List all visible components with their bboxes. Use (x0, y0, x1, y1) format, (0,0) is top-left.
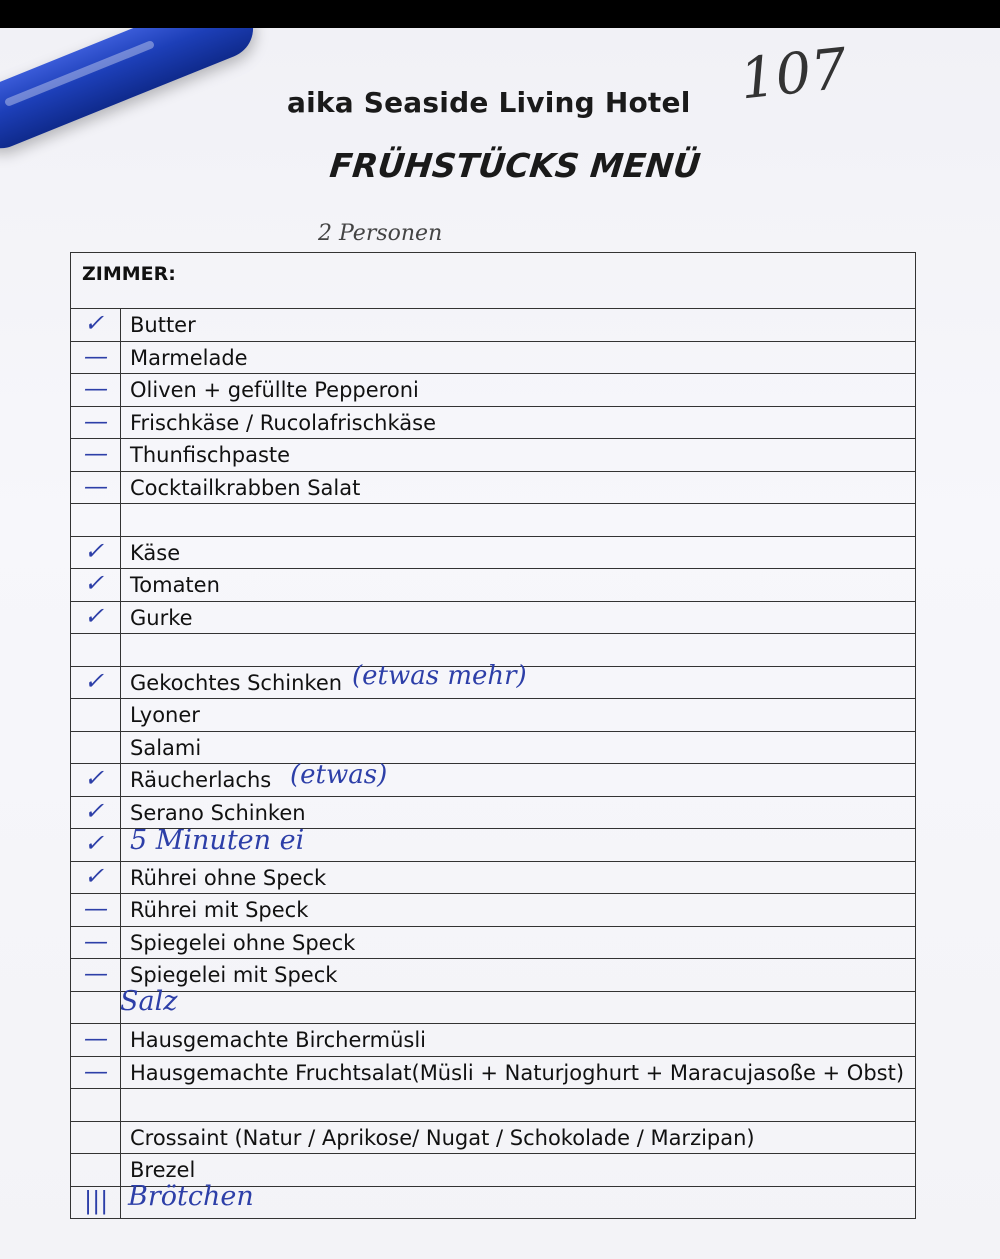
cell-separator (120, 894, 121, 926)
cell-separator (120, 764, 121, 796)
row-label: Lyoner (130, 703, 200, 727)
row-note-handwritten: 5 Minuten ei (130, 825, 305, 856)
table-row (70, 341, 916, 374)
row-mark: ✓ (84, 569, 105, 597)
row-label: Butter (130, 313, 196, 337)
row-mark: ✓ (84, 666, 105, 695)
row-label: Frischkäse / Rucolafrischkäse (130, 410, 436, 435)
table-row (70, 1121, 916, 1154)
cell-separator (120, 439, 121, 471)
row-note-handwritten: Salz (120, 985, 178, 1017)
table-row (70, 601, 916, 634)
cell-separator (120, 309, 121, 341)
persons-handwritten: 2 Personen (318, 221, 443, 246)
table-row (70, 825, 916, 861)
table-row (70, 893, 916, 926)
breakfast-form (70, 252, 916, 1219)
row-label: Räucherlachs (130, 768, 272, 792)
row-mark: — (84, 406, 108, 435)
cell-separator (120, 667, 121, 699)
room-number-handwritten: 107 (736, 36, 850, 113)
table-row (70, 1088, 916, 1121)
table-row (70, 536, 916, 569)
row-label: Crossaint (Natur / Aprikose/ Nugat / Schokolade / Marzipan) (130, 1125, 755, 1150)
table-row (70, 373, 916, 406)
table-row (70, 731, 916, 764)
table-row (70, 1180, 916, 1219)
row-label: Brezel (130, 1158, 196, 1182)
cell-separator (120, 1024, 121, 1056)
cell-separator (120, 407, 121, 439)
row-label: Marmelade (130, 345, 248, 370)
row-label: Hausgemachte Birchermüsli (130, 1028, 426, 1052)
table-row (70, 796, 916, 829)
table-row (70, 926, 916, 959)
table-row (70, 698, 916, 731)
row-label: Thunfischpaste (130, 443, 291, 467)
row-label: Gurke (130, 605, 193, 630)
row-mark: — (84, 439, 108, 467)
row-mark: ✓ (84, 764, 105, 792)
row-mark: — (84, 926, 108, 955)
cell-separator (120, 1154, 121, 1186)
hotel-name: aika Seaside Living Hotel (287, 86, 691, 119)
cell-separator (120, 829, 121, 861)
table-row (70, 1023, 916, 1056)
row-mark: ✓ (84, 861, 105, 890)
cell-separator (120, 1057, 121, 1089)
row-label: Salami (130, 735, 202, 760)
row-note-handwritten: Brötchen (128, 1180, 254, 1212)
menu-paper (0, 28, 1000, 1259)
cell-separator (120, 732, 121, 764)
row-mark: — (84, 894, 108, 922)
row-label: Spiegelei ohne Speck (130, 930, 356, 955)
cell-separator (120, 699, 121, 731)
table-row (70, 1056, 916, 1089)
table-row (70, 958, 916, 991)
table-row (70, 568, 916, 601)
row-label: Cocktailkrabben Salat (130, 475, 361, 500)
table-row (70, 985, 916, 1024)
table-row (70, 503, 916, 536)
cell-separator (120, 862, 121, 894)
row-mark: ✓ (84, 601, 105, 630)
row-mark: — (84, 1056, 108, 1085)
form-bottom-line (70, 1218, 916, 1219)
cell-separator (120, 1187, 121, 1219)
row-mark: — (84, 341, 108, 370)
table-row (70, 406, 916, 439)
cell-separator (120, 1122, 121, 1154)
menu-title: FRÜHSTÜCKS MENÜ (327, 146, 703, 185)
row-label: Rührei mit Speck (130, 898, 309, 922)
row-mark: ✓ (84, 829, 105, 857)
row-mark: ✓ (84, 796, 105, 825)
row-mark: — (84, 374, 108, 402)
table-row (70, 660, 916, 699)
cell-separator (120, 504, 121, 536)
cell-separator (120, 634, 121, 666)
row-label: Hausgemachte Fruchtsalat(Müsli + Naturjoghurt + Maracujasoße + Obst) (130, 1060, 905, 1085)
row-label: Oliven + gefüllte Pepperoni (130, 378, 419, 402)
row-mark: ||| (84, 1186, 109, 1215)
cell-separator (120, 602, 121, 634)
cell-separator (120, 342, 121, 374)
room-row (70, 252, 916, 308)
cell-separator (120, 537, 121, 569)
row-label: Spiegelei mit Speck (130, 963, 338, 987)
cell-separator (120, 797, 121, 829)
row-label: Rührei ohne Speck (130, 865, 327, 890)
cell-separator (120, 927, 121, 959)
row-mark: ✓ (84, 309, 105, 337)
table-row (70, 438, 916, 471)
row-note-handwritten: (etwas mehr) (352, 660, 527, 691)
table-row (70, 471, 916, 504)
table-row (70, 861, 916, 894)
row-mark: — (84, 1024, 108, 1052)
table-row (70, 308, 916, 341)
row-mark: — (84, 959, 108, 987)
row-label: Serano Schinken (130, 800, 306, 825)
row-mark: — (84, 471, 108, 500)
row-mark: ✓ (84, 536, 105, 565)
table-row (70, 760, 916, 796)
row-note-handwritten: (etwas) (290, 760, 388, 790)
room-label: ZIMMER: (82, 263, 176, 285)
cell-separator (120, 1089, 121, 1121)
row-label: Tomaten (130, 573, 220, 597)
cell-separator (120, 374, 121, 406)
cell-separator (120, 569, 121, 601)
row-label: Gekochtes Schinken (130, 670, 343, 695)
cell-separator (120, 472, 121, 504)
row-label: Käse (130, 540, 181, 565)
pen-icon (0, 28, 262, 157)
